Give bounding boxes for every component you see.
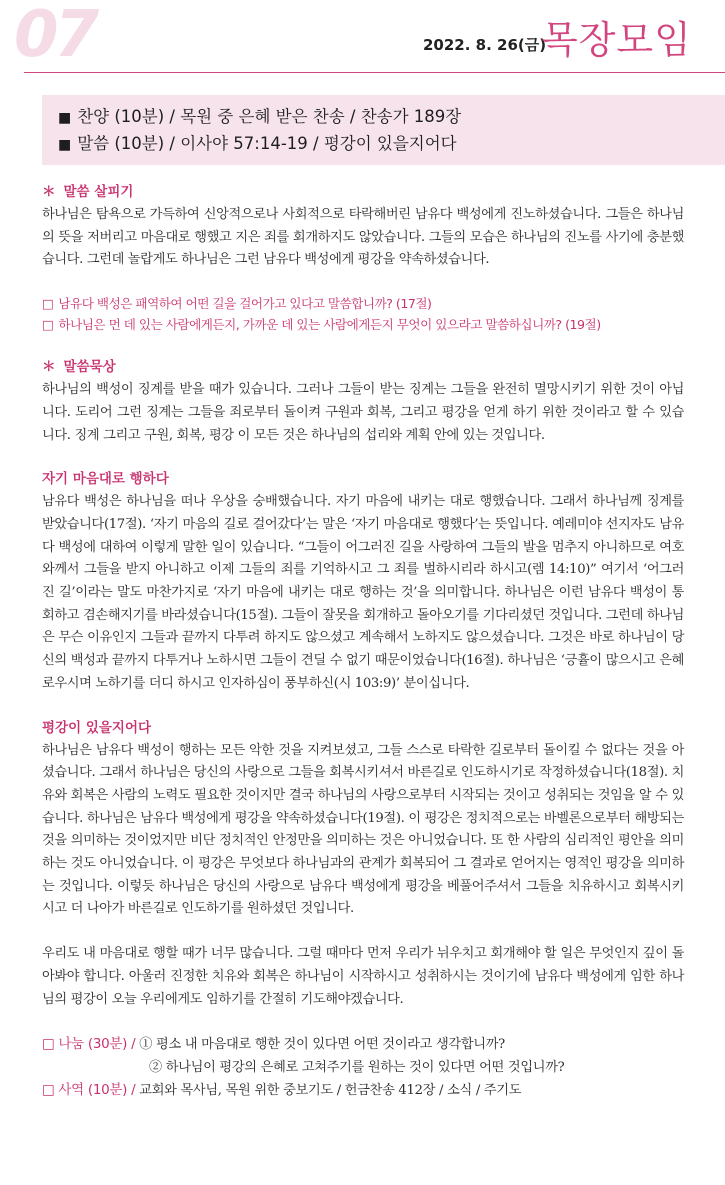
observe-paragraph: 하나님은 탐욕으로 가득하여 신앙적으로나 사회적으로 타락해버린 남유다 백성에게 진노하셨습니다. 그들은 하나님의 뜻을 저버리고 마음대로 행했고 지은 죄를 회개하지도 않았습니다. 그들의 모습은 하나님의 진노를 사기에 충분했습니다. 그런데 놀랍게도 하나님은 그런 남유다 백성에게 평강을 약속하셨습니다. xyxy=(42,207,684,268)
asterisk-icon: ＊ xyxy=(42,184,56,200)
sharing-label: 나눔 (30분) / xyxy=(58,1036,136,1053)
section-heading-meditate-text: 말씀묵상 xyxy=(63,359,116,376)
ministry-label: 사역 (10분) / xyxy=(58,1082,136,1099)
section-heading-own-way: 자기 마음대로 행하다 xyxy=(42,471,169,488)
sharing-item-2: ② 하나님이 평강의 은혜로 고쳐주기를 원하는 것이 있다면 어떤 것입니까? xyxy=(149,1060,565,1076)
summary-word xyxy=(58,131,725,158)
question-1 xyxy=(42,293,684,314)
checkbox-square-icon: □ xyxy=(42,296,54,312)
ministry-text: 교회와 목사님, 목원 위한 중보기도 / 헌금찬송 412장 / 소식 / 주기도 xyxy=(139,1083,522,1099)
main-content xyxy=(42,181,684,1102)
question-1-text: 남유다 백성은 패역하여 어떤 길을 걸어가고 있다고 말씀합니까? (17절) xyxy=(58,296,432,312)
ministry-row xyxy=(42,1079,684,1102)
summary-box xyxy=(42,95,725,165)
section-heading-observe-text: 말씀 살피기 xyxy=(63,184,134,200)
peace-paragraph: 하나님은 남유다 백성이 행하는 모든 악한 것을 지켜보셨고, 그들 스스로 타락한 길로부터 돌이킬 수 없다는 것을 아셨습니다. 그래서 하나님은 당신의 사랑으로 그들을 회복시키셔서 바른길로 인도하시기로 작정하셨습니다(18절). 치유와 회복은 사람의 노력도 필요한 것이지만 결국 하나님의 사랑으로부터 시작되는 것이고 성취되는 것임을 알 수 있습니다. 하나님은 남유다 백성에게 평강을 약속하셨습니다(19절). 이 평강은 정치적으로는 바벨론으로부터 해방되는 것을 의미하는 것이었지만 비단 정치적인 안정만을 의미하는 것은 아니었습니다. 또 한 사람의 심리적인 평안을 의미하는 것도 아니었습니다. 이 평강은 무엇보다 하나님과의 관계가 회복되어 그 결과로 얻어지는 영적인 평강을 의미하는 것입니다. 이렇듯 하나님은 당신의 사랑으로 남유다 백성에게 평강을 베풀어주셔서 그들을 치유하시고 회복시키시고 더 나아가 바른길로 인도하기를 원하셨던 것입니다. xyxy=(42,742,684,917)
summary-praise xyxy=(58,104,725,131)
checkbox-square-icon: □ xyxy=(42,1036,55,1053)
square-bullet-icon: ■ xyxy=(58,137,72,153)
section-heading-peace: 평강이 있을지어다 xyxy=(42,719,152,736)
sharing-row xyxy=(42,1033,684,1056)
section-heading-meditate xyxy=(42,356,684,379)
meditate-paragraph: 하나님의 백성이 징계를 받을 때가 있습니다. 그러나 그들이 받는 징계는 그들을 완전히 멸망시키기 위한 것이 아닙니다. 도리어 그런 징계는 그들을 죄로부터 돌이켜 구원과 회복, 그리고 평강을 얻게 하기 위한 것이라고 할 수 있습니다. 징계 그리고 구원, 회복, 평강 이 모든 것은 하나님의 섭리와 계획 안에 있는 것입니다. xyxy=(42,382,684,443)
section-heading-observe xyxy=(42,181,684,204)
page-number: 07 xyxy=(14,0,96,72)
checkbox-square-icon: □ xyxy=(42,317,54,333)
page-title: 목장모임 xyxy=(541,18,692,62)
summary-word-text: 말씀 (10분) / 이사야 57:14-19 / 평강이 있을지어다 xyxy=(77,134,457,153)
own-way-paragraph: 남유다 백성은 하나님을 떠나 우상을 숭배했습니다. 자기 마음에 내키는 대로 행했습니다. 그래서 하나님께 징계를 받았습니다(17절). ‘자기 마음의 길로 걸어갔다’는 말은 ‘자기 마음대로 행했다’는 뜻입니다. 예레미야 선지자도 남유다 백성에 대하여 이렇게 말한 일이 있습니다. “그들이 어그러진 길을 사랑하여 그들의 발을 멈추지 아니하므로 여호와께서 그들을 받지 아니하고 이제 그들의 죄를 기억하시고 그 죄를 벌하시리라 하시고(렘 14:10)” 여기서 ‘어그러진 길’이라는 말도 마찬가지로 ‘자기 마음에 내키는 대로 행하는 것’을 의미합니다. 하나님은 이런 남유다 백성이 통회하고 겸손해지기를 바라셨습니다(15절). 그들이 잘못을 회개하고 돌아오기를 기다리셨던 것입니다. 그런데 하나님은 무슨 이유인지 그들과 끝까지 다투려 하지도 않으셨고 계속해서 노하지도 않으셨습니다. 그것은 바로 하나님이 당신의 백성과 끝까지 다투거나 노하시면 그들이 견딜 수 없기 때문이었습니다(16절). 하나님은 ‘긍휼이 많으시고 은혜로우시며 노하기를 더디 하시고 인자하심이 풍부하신(시 103:9)’ 분이십니다. xyxy=(42,494,684,691)
asterisk-icon: ＊ xyxy=(42,359,56,376)
summary-praise-text: 찬양 (10분) / 목원 중 은혜 받은 찬송 / 찬송가 189장 xyxy=(77,107,462,126)
checkbox-square-icon: □ xyxy=(42,1082,55,1099)
sharing-row-2 xyxy=(42,1056,684,1079)
question-2 xyxy=(42,314,684,335)
header-divider xyxy=(24,72,725,73)
meeting-date: 2022. 8. 26(금) xyxy=(423,36,547,54)
square-bullet-icon: ■ xyxy=(58,110,72,126)
closing-paragraph: 우리도 내 마음대로 행할 때가 너무 많습니다. 그럴 때마다 먼저 우리가 뉘우치고 회개해야 할 일은 무엇인지 깊이 돌아봐야 합니다. 아울러 진정한 치유와 회복은 하나님이 시작하시고 성취하시는 것이기에 남유다 백성에게 임한 하나님의 평강이 오늘 우리에게도 임하기를 간절히 기도해야겠습니다. xyxy=(42,946,684,1007)
sharing-item-1: ① 평소 내 마음대로 행한 것이 있다면 어떤 것이라고 생각합니까? xyxy=(139,1037,505,1053)
question-2-text: 하나님은 먼 데 있는 사람에게든지, 가까운 데 있는 사람에게든지 무엇이 있으라고 말씀하십니까? (19절) xyxy=(58,317,601,333)
